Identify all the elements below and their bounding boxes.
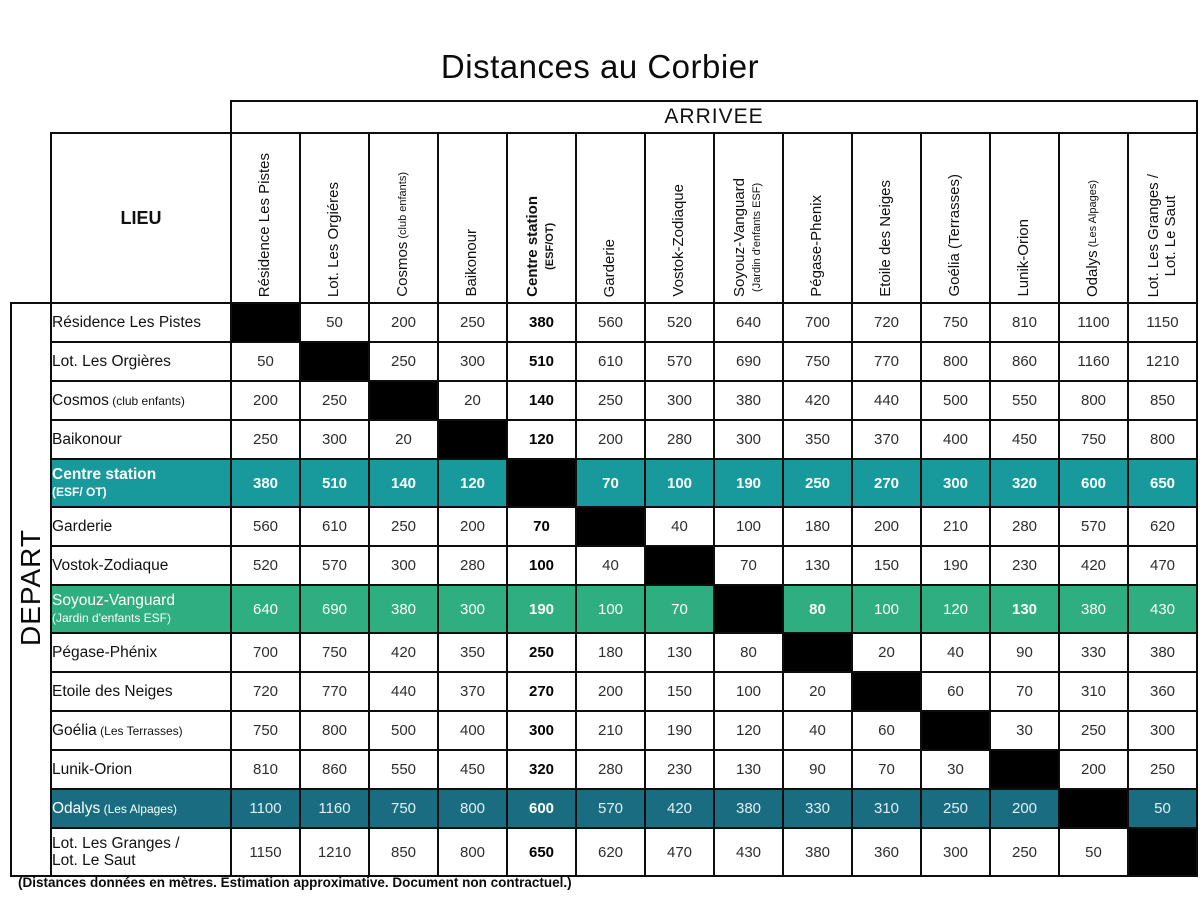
diagonal-cell <box>438 420 507 459</box>
distance-cell: 510 <box>507 342 576 381</box>
table-row <box>11 585 1197 633</box>
distance-cell: 190 <box>921 546 990 585</box>
distance-cell: 380 <box>507 303 576 342</box>
distance-cell: 470 <box>645 828 714 876</box>
distance-cell: 230 <box>990 546 1059 585</box>
distance-cell: 860 <box>300 750 369 789</box>
diagonal-cell <box>852 672 921 711</box>
distance-cell: 280 <box>438 546 507 585</box>
distance-cell: 80 <box>714 633 783 672</box>
distance-cell: 800 <box>300 711 369 750</box>
diagonal-cell <box>369 381 438 420</box>
distance-cell: 450 <box>438 750 507 789</box>
distance-cell: 60 <box>921 672 990 711</box>
diagonal-cell <box>300 342 369 381</box>
distance-cell: 100 <box>507 546 576 585</box>
distance-cell: 120 <box>438 459 507 507</box>
diagonal-cell <box>576 507 645 546</box>
row-header-13: Odalys (Les Alpages) <box>51 789 231 828</box>
distance-cell: 430 <box>714 828 783 876</box>
distance-cell: 250 <box>438 303 507 342</box>
distance-cell: 200 <box>369 303 438 342</box>
distance-cell: 280 <box>990 507 1059 546</box>
distance-cell: 250 <box>300 381 369 420</box>
distance-cell: 750 <box>300 633 369 672</box>
distance-cell: 570 <box>576 789 645 828</box>
column-header-row <box>11 133 1197 303</box>
distance-cell: 860 <box>990 342 1059 381</box>
distance-cell: 70 <box>576 459 645 507</box>
distance-cell: 250 <box>990 828 1059 876</box>
distance-cell: 210 <box>576 711 645 750</box>
diagonal-cell <box>990 750 1059 789</box>
distance-cell: 720 <box>852 303 921 342</box>
distance-cell: 350 <box>783 420 852 459</box>
distance-cell: 1150 <box>231 828 300 876</box>
distance-cell: 300 <box>921 828 990 876</box>
distance-cell: 620 <box>576 828 645 876</box>
distance-cell: 270 <box>852 459 921 507</box>
distance-cell: 250 <box>369 507 438 546</box>
distance-cell: 500 <box>369 711 438 750</box>
table-row <box>11 546 1197 585</box>
table-row <box>11 381 1197 420</box>
distance-cell: 130 <box>645 633 714 672</box>
distance-cell: 380 <box>231 459 300 507</box>
distance-cell: 750 <box>921 303 990 342</box>
distance-cell: 200 <box>231 381 300 420</box>
column-header-13: Odalys (Les Alpages) <box>1059 133 1128 303</box>
distance-cell: 810 <box>231 750 300 789</box>
distance-cell: 250 <box>1059 711 1128 750</box>
distance-cell: 180 <box>576 633 645 672</box>
distance-cell: 650 <box>1128 459 1197 507</box>
distance-cell: 360 <box>1128 672 1197 711</box>
top-left-spacer <box>11 101 231 133</box>
footnote-text: (Distances données en mètres. Estimation approximative. Document non contractuel.) <box>18 875 572 890</box>
distance-cell: 250 <box>369 342 438 381</box>
distance-cell: 20 <box>369 420 438 459</box>
row-header-8: Soyouz-Vanguard (Jardin d'enfants ESF) <box>51 585 231 633</box>
column-header-2: Lot. Les Orgiéres <box>300 133 369 303</box>
distance-cell: 30 <box>921 750 990 789</box>
distance-cell: 300 <box>645 381 714 420</box>
distance-cell: 380 <box>1059 585 1128 633</box>
diagonal-cell <box>1128 828 1197 876</box>
distance-cell: 120 <box>714 711 783 750</box>
distance-cell: 280 <box>645 420 714 459</box>
distance-cell: 300 <box>438 342 507 381</box>
distance-cell: 800 <box>1059 381 1128 420</box>
distance-cell: 450 <box>990 420 1059 459</box>
column-header-5: Centre station (ESF/OT) <box>507 133 576 303</box>
column-header-6: Garderie <box>576 133 645 303</box>
distance-cell: 250 <box>1128 750 1197 789</box>
distance-cell: 700 <box>231 633 300 672</box>
distance-cell: 60 <box>852 711 921 750</box>
distance-cell: 100 <box>645 459 714 507</box>
distance-cell: 610 <box>300 507 369 546</box>
distance-cell: 520 <box>231 546 300 585</box>
distance-cell: 550 <box>369 750 438 789</box>
distance-cell: 70 <box>852 750 921 789</box>
diagonal-cell <box>1059 789 1128 828</box>
distance-cell: 690 <box>714 342 783 381</box>
distance-cell: 150 <box>852 546 921 585</box>
distance-cell: 850 <box>369 828 438 876</box>
distance-cell: 200 <box>852 507 921 546</box>
distance-cell: 270 <box>507 672 576 711</box>
distance-cell: 570 <box>645 342 714 381</box>
distance-cell: 380 <box>714 381 783 420</box>
distance-cell: 70 <box>507 507 576 546</box>
row-header-10: Etoile des Neiges <box>51 672 231 711</box>
depart-column-spacer <box>11 133 51 303</box>
distance-cell: 380 <box>369 585 438 633</box>
distance-cell: 420 <box>645 789 714 828</box>
distance-cell: 300 <box>921 459 990 507</box>
distance-cell: 370 <box>852 420 921 459</box>
table-row <box>11 711 1197 750</box>
distance-cell: 20 <box>852 633 921 672</box>
row-header-5: Centre station (ESF/ OT) <box>51 459 231 507</box>
distance-cell: 320 <box>990 459 1059 507</box>
column-header-8: Soyouz-Vanguard (Jardin d'enfants ESF) <box>714 133 783 303</box>
table-row <box>11 672 1197 711</box>
distance-cell: 770 <box>852 342 921 381</box>
distance-cell: 90 <box>783 750 852 789</box>
column-header-9: Pégase-Phenix <box>783 133 852 303</box>
table-row <box>11 342 1197 381</box>
table-row <box>11 303 1197 342</box>
distance-cell: 800 <box>921 342 990 381</box>
row-header-9: Pégase-Phénix <box>51 633 231 672</box>
distance-cell: 750 <box>231 711 300 750</box>
distance-cell: 120 <box>921 585 990 633</box>
distance-cell: 100 <box>714 507 783 546</box>
distance-cell: 720 <box>231 672 300 711</box>
distance-matrix-table <box>10 100 1198 877</box>
distance-cell: 800 <box>438 789 507 828</box>
distance-cell: 100 <box>852 585 921 633</box>
distance-cell: 1100 <box>231 789 300 828</box>
distance-cell: 350 <box>438 633 507 672</box>
diagonal-cell <box>645 546 714 585</box>
distance-cell: 700 <box>783 303 852 342</box>
distance-cell: 420 <box>369 633 438 672</box>
distance-cell: 1210 <box>1128 342 1197 381</box>
distance-cell: 40 <box>576 546 645 585</box>
column-header-7: Vostok-Zodiaque <box>645 133 714 303</box>
distance-cell: 210 <box>921 507 990 546</box>
distance-cell: 310 <box>1059 672 1128 711</box>
distance-cell: 640 <box>231 585 300 633</box>
distance-cell: 50 <box>1128 789 1197 828</box>
distance-cell: 470 <box>1128 546 1197 585</box>
distance-cell: 520 <box>645 303 714 342</box>
distance-cell: 430 <box>1128 585 1197 633</box>
row-header-12: Lunik-Orion <box>51 750 231 789</box>
distance-cell: 550 <box>990 381 1059 420</box>
distance-cell: 330 <box>783 789 852 828</box>
distance-cell: 400 <box>921 420 990 459</box>
page-title: Distances au Corbier <box>440 48 760 85</box>
distance-cell: 510 <box>300 459 369 507</box>
distance-cell: 130 <box>783 546 852 585</box>
distance-cell: 200 <box>438 507 507 546</box>
distance-cell: 750 <box>783 342 852 381</box>
distance-cell: 650 <box>507 828 576 876</box>
distance-cell: 190 <box>645 711 714 750</box>
distance-cell: 640 <box>714 303 783 342</box>
distance-cell: 50 <box>300 303 369 342</box>
distance-cell: 200 <box>1059 750 1128 789</box>
distance-cell: 620 <box>1128 507 1197 546</box>
row-header-6: Garderie <box>51 507 231 546</box>
distance-cell: 500 <box>921 381 990 420</box>
distance-cell: 690 <box>300 585 369 633</box>
column-header-14: Lot. Les Granges / Lot. Le Saut <box>1128 133 1197 303</box>
distance-cell: 770 <box>300 672 369 711</box>
distance-cell: 1150 <box>1128 303 1197 342</box>
lieu-corner-label: LIEU <box>51 133 231 303</box>
row-header-1: Résidence Les Pistes <box>51 303 231 342</box>
arrivee-band-row <box>11 101 1197 133</box>
row-header-7: Vostok-Zodiaque <box>51 546 231 585</box>
distance-cell: 140 <box>369 459 438 507</box>
distance-cell: 40 <box>783 711 852 750</box>
column-header-12: Lunik-Orion <box>990 133 1059 303</box>
distance-cell: 300 <box>369 546 438 585</box>
distance-cell: 380 <box>714 789 783 828</box>
column-header-3: Cosmos (club enfants) <box>369 133 438 303</box>
distance-cell: 200 <box>576 672 645 711</box>
distance-cell: 190 <box>507 585 576 633</box>
distance-cell: 560 <box>576 303 645 342</box>
distance-cell: 370 <box>438 672 507 711</box>
diagonal-cell <box>231 303 300 342</box>
row-header-14: Lot. Les Granges / Lot. Le Saut <box>51 828 231 876</box>
distance-cell: 300 <box>714 420 783 459</box>
distance-cell: 250 <box>783 459 852 507</box>
distance-cell: 80 <box>783 585 852 633</box>
distance-cell: 800 <box>1128 420 1197 459</box>
column-header-4: Baikonour <box>438 133 507 303</box>
column-header-11: Goélia (Terrasses) <box>921 133 990 303</box>
column-header-1: Résidence Les Pistes <box>231 133 300 303</box>
distance-cell: 20 <box>438 381 507 420</box>
distance-cell: 120 <box>507 420 576 459</box>
distance-cell: 250 <box>507 633 576 672</box>
distance-cell: 70 <box>714 546 783 585</box>
distance-cell: 440 <box>369 672 438 711</box>
distance-cell: 300 <box>300 420 369 459</box>
row-header-3: Cosmos (club enfants) <box>51 381 231 420</box>
distance-cell: 610 <box>576 342 645 381</box>
table-row <box>11 507 1197 546</box>
distance-cell: 90 <box>990 633 1059 672</box>
distance-cell: 1160 <box>1059 342 1128 381</box>
distance-cell: 850 <box>1128 381 1197 420</box>
distance-cell: 40 <box>921 633 990 672</box>
distance-cell: 300 <box>1128 711 1197 750</box>
distance-cell: 70 <box>645 585 714 633</box>
distance-cell: 100 <box>576 585 645 633</box>
distance-cell: 600 <box>507 789 576 828</box>
distance-cell: 250 <box>231 420 300 459</box>
distance-cell: 200 <box>990 789 1059 828</box>
distance-cell: 560 <box>231 507 300 546</box>
distance-cell: 1210 <box>300 828 369 876</box>
distance-cell: 400 <box>438 711 507 750</box>
matrix-body <box>11 303 1197 876</box>
distance-cell: 570 <box>1059 507 1128 546</box>
distance-cell: 420 <box>1059 546 1128 585</box>
distance-cell: 140 <box>507 381 576 420</box>
depart-band-label: DEPART <box>11 303 51 876</box>
distance-cell: 750 <box>1059 420 1128 459</box>
distance-cell: 310 <box>852 789 921 828</box>
distance-cell: 180 <box>783 507 852 546</box>
distance-cell: 190 <box>714 459 783 507</box>
table-row <box>11 459 1197 507</box>
table-row <box>11 420 1197 459</box>
distance-cell: 130 <box>714 750 783 789</box>
distance-cell: 40 <box>645 507 714 546</box>
diagonal-cell <box>507 459 576 507</box>
distance-cell: 250 <box>921 789 990 828</box>
distance-cell: 440 <box>852 381 921 420</box>
table-row <box>11 750 1197 789</box>
distance-cell: 750 <box>369 789 438 828</box>
distance-cell: 230 <box>645 750 714 789</box>
diagonal-cell <box>714 585 783 633</box>
distance-cell: 380 <box>1128 633 1197 672</box>
diagonal-cell <box>783 633 852 672</box>
distance-cell: 130 <box>990 585 1059 633</box>
distance-cell: 150 <box>645 672 714 711</box>
distance-cell: 570 <box>300 546 369 585</box>
distance-cell: 50 <box>231 342 300 381</box>
table-row <box>11 633 1197 672</box>
distance-cell: 30 <box>990 711 1059 750</box>
table-row <box>11 789 1197 828</box>
distance-cell: 300 <box>507 711 576 750</box>
distance-cell: 100 <box>714 672 783 711</box>
distance-cell: 810 <box>990 303 1059 342</box>
table-row <box>11 828 1197 876</box>
distance-cell: 200 <box>576 420 645 459</box>
distance-cell: 420 <box>783 381 852 420</box>
distance-cell: 380 <box>783 828 852 876</box>
distance-cell: 320 <box>507 750 576 789</box>
distance-cell: 1160 <box>300 789 369 828</box>
arrivee-band-label: ARRIVEE <box>231 101 1197 133</box>
row-header-2: Lot. Les Orgières <box>51 342 231 381</box>
distance-cell: 360 <box>852 828 921 876</box>
row-header-4: Baikonour <box>51 420 231 459</box>
distance-cell: 280 <box>576 750 645 789</box>
row-header-11: Goélia (Les Terrasses) <box>51 711 231 750</box>
distance-cell: 300 <box>438 585 507 633</box>
distance-cell: 250 <box>576 381 645 420</box>
distance-cell: 800 <box>438 828 507 876</box>
distance-cell: 330 <box>1059 633 1128 672</box>
distance-cell: 70 <box>990 672 1059 711</box>
distance-cell: 1100 <box>1059 303 1128 342</box>
distance-cell: 20 <box>783 672 852 711</box>
column-header-10: Etoile des Neiges <box>852 133 921 303</box>
distance-cell: 50 <box>1059 828 1128 876</box>
diagonal-cell <box>921 711 990 750</box>
distance-cell: 600 <box>1059 459 1128 507</box>
